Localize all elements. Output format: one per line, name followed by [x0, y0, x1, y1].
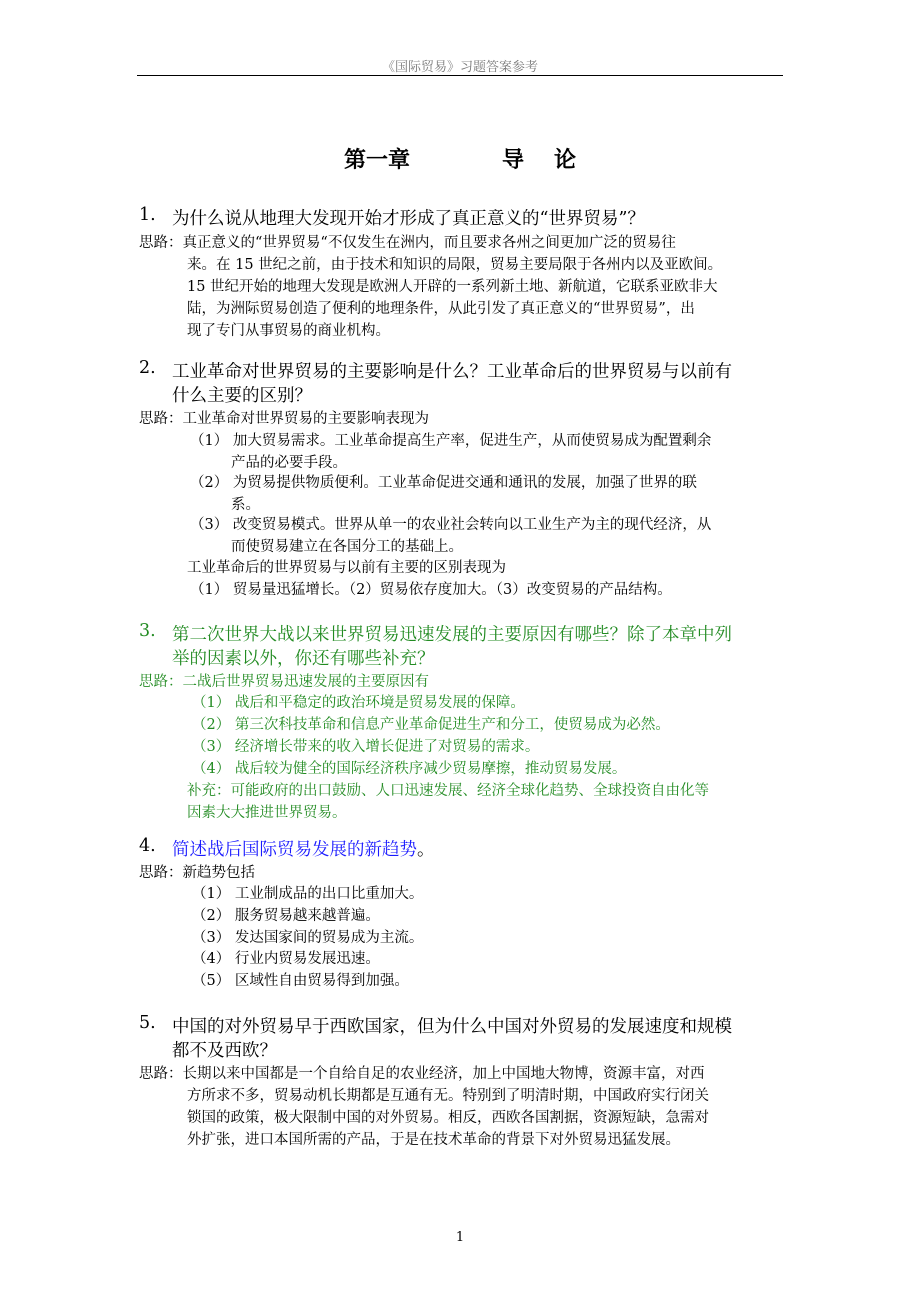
answer-4-line: （2） 服务贸易越来越普遍。 [192, 908, 380, 924]
question-3-text: 举的因素以外，你还有哪些补充？ [172, 649, 435, 669]
answer-3-line: （2） 第三次科技革命和信息产业革命促进生产和分工，使贸易成为必然。 [192, 717, 670, 733]
answer-4-line: （5） 区域性自由贸易得到加强。 [192, 973, 409, 989]
answer-5-line: 思路：长期以来中国都是一个自给自足的农业经济，加上中国地大物博，资源丰富，对西 [139, 1066, 705, 1082]
header-rule [137, 75, 783, 76]
question-2-text: 工业革命对世界贸易的主要影响是什么？工业革命后的世界贸易与以前有 [172, 362, 732, 382]
page-number: 1 [455, 1230, 465, 1245]
answer-4-line: 思路：新趋势包括 [139, 865, 255, 881]
answer-3-line: （1） 战后和平稳定的政治环境是贸易发展的保障。 [192, 695, 525, 711]
answer-3-line: 思路：二战后世界贸易迅速发展的主要原因有 [139, 674, 429, 690]
answer-2-line: （3） 改变贸易模式。世界从单一的农业社会转向以工业生产为主的现代经济，从 [190, 517, 712, 533]
chapter-word-1: 导 [501, 147, 524, 173]
answer-3-line: （3） 经济增长带来的收入增长促进了对贸易的需求。 [192, 739, 540, 755]
answer-1-line: 陆，为洲际贸易创造了便利的地理条件，从此引发了真正意义的“世界贸易”，出 [187, 301, 695, 317]
answer-1-line: 思路：真正意义的“世界贸易“不仅发生在洲内，而且要求各州之间更加广泛的贸易往 [139, 235, 676, 251]
question-5-text: 都不及西欧？ [172, 1041, 277, 1061]
question-2-text: 什么主要的区别？ [172, 386, 312, 406]
answer-1-line: 15 世纪开始的地理大发现是欧洲人开辟的一系列新土地、新航道，它联系亚欧非大 [187, 279, 718, 295]
answer-4-line: （3） 发达国家间的贸易成为主流。 [192, 930, 424, 946]
question-4-text: 简述战后国际贸易发展的新趋势 [172, 840, 417, 860]
answer-2-line: （1） 贸易量迅猛增长。（2）贸易依存度加大。（3）改变贸易的产品结构。 [190, 582, 672, 598]
question-3-number: 3. [139, 621, 156, 641]
answer-4-line: （1） 工业制成品的出口比重加大。 [192, 886, 424, 902]
question-2-number: 2. [139, 358, 156, 378]
answer-2-line: 系。 [231, 497, 260, 513]
answer-4-line: （4） 行业内贸易发展迅速。 [192, 951, 380, 967]
question-4-period: 。 [417, 840, 435, 860]
question-4-text-wrap [172, 836, 435, 861]
chapter-word-2: 论 [554, 147, 577, 173]
answer-3-line: （4） 战后较为健全的国际经济秩序减少贸易摩擦，推动贸易发展。 [192, 761, 627, 777]
page-header: 《国际贸易》习题答案参考 [381, 60, 538, 75]
answer-2-line: 工业革命后的世界贸易与以前有主要的区别表现为 [187, 560, 506, 576]
question-4-number: 4. [139, 836, 156, 856]
question-1-text: 为什么说从地理大发现开始才形成了真正意义的“世界贸易”？ [172, 209, 645, 229]
answer-2-line: 思路：工业革命对世界贸易的主要影响表现为 [139, 411, 429, 427]
answer-5-line: 锁国的政策，极大限制中国的对外贸易。相反，西欧各国割据，资源短缺，急需对 [187, 1110, 709, 1126]
question-5-text: 中国的对外贸易早于西欧国家，但为什么中国对外贸易的发展速度和规模 [172, 1017, 732, 1037]
answer-2-line: 产品的必要手段。 [231, 455, 347, 471]
answer-5-line: 方所求不多，贸易动机长期都是互通有无。特别到了明清时期，中国政府实行闭关 [187, 1088, 709, 1104]
answer-2-line: （1） 加大贸易需求。工业革命提高生产率，促进生产，从而使贸易成为配置剩余 [190, 433, 712, 449]
question-5-number: 5. [139, 1013, 156, 1033]
chapter-number: 第一章 [343, 147, 410, 173]
chapter-title [0, 143, 920, 174]
answer-1-line: 来。在 15 世纪之前，由于技术和知识的局限，贸易主要局限于各州内以及亚欧间。 [187, 257, 723, 273]
answer-1-line: 现了专门从事贸易的商业机构。 [187, 323, 390, 339]
answer-5-line: 外扩张，进口本国所需的产品，于是在技术革命的背景下对外贸易迅猛发展。 [187, 1132, 680, 1148]
question-3-text: 第二次世界大战以来世界贸易迅速发展的主要原因有哪些？除了本章中列 [172, 625, 732, 645]
question-1-number: 1. [139, 205, 156, 225]
answer-2-line: 而使贸易建立在各国分工的基础上。 [231, 539, 463, 555]
answer-2-line: （2） 为贸易提供物质便利。工业革命促进交通和通讯的发展，加强了世界的联 [190, 475, 697, 491]
answer-3-line: 因素大大推进世界贸易。 [187, 805, 347, 821]
answer-3-line: 补充：可能政府的出口鼓励、人口迅速发展、经济全球化趋势、全球投资自由化等 [187, 783, 709, 799]
